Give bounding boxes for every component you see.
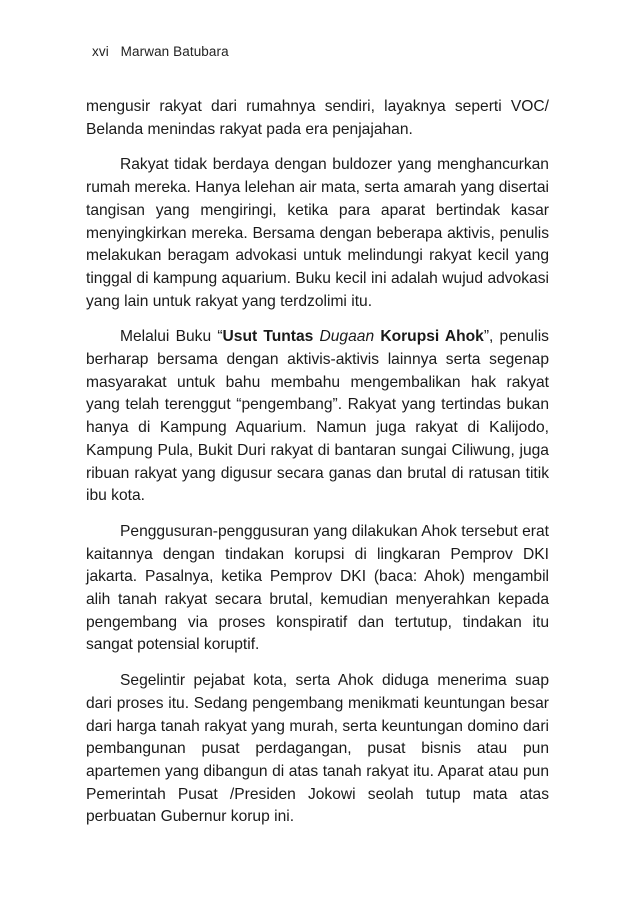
paragraph-3-lead: Melalui Buku “ [120, 328, 223, 346]
paragraph-3 [86, 326, 549, 508]
paragraph-4: Penggusuran-penggusuran yang dilakukan Ahok tersebut erat kaitannya dengan tindakan korupsi di lingkaran Pemprov DKI jakarta. Pasalnya, ketika Pemprov DKI (baca: Ahok) mengambil alih tanah rakyat secara brutal, kemudian menyerahkan kepada pengembang via proses konspiratif dan tertutup, tindakan itu sangat potensial koruptif. [86, 522, 549, 654]
paragraph-3-rest: ”, penulis berharap bersama dengan aktivis-aktivis lainnya serta segenap masyarakat untuk bahu membahu mengembalikan hak rakyat yang telah terenggut “pengembang”. Rakyat yang tertindas bukan hanya di Kampung Aquarium. Namun juga rakyat di Kalijodo, Kampung Pula, Bukit Duri rakyat di bantaran sungai Ciliwung, juga ribuan rakyat yang digusur secara ganas dan brutal di ratusan titik ibu kota. [86, 328, 549, 505]
paragraph-1: mengusir rakyat dari rumahnya sendiri, layaknya seperti VOC/ Belanda menindas rakyat pada era penjajahan. [86, 98, 549, 138]
paragraph-5: Segelintir pejabat kota, serta Ahok diduga menerima suap dari proses itu. Sedang pengembang menikmati keuntungan besar dari harga tanah rakyat yang murah, serta keuntungan domino dari pembangunan pusat perdagangan, pusat bisnis atau pun apartemen yang dibangun di atas tanah rakyat itu. Aparat atau pun Pemerintah Pusat /Presiden Jokowi seolah tutup mata atas perbuatan Gubernur korup ini. [86, 672, 549, 826]
paragraph-2: Rakyat tidak berdaya dengan buldozer yang menghancurkan rumah mereka. Hanya lelehan air mata, serta amarah yang disertai tangisan yang mengiringi, ketika para aparat bertindak kasar menyingkirkan mereka. Bersama dengan beberapa aktivis, penulis melakukan beragam advokasi untuk melindungi rakyat kecil yang tinggal di kampung aquarium. Buku kecil ini adalah wujud advokasi yang lain untuk rakyat yang terdzolimi itu. [86, 156, 549, 310]
book-title-italic: Dugaan [319, 328, 375, 346]
running-title: Marwan Batubara [120, 44, 229, 59]
body-text [86, 96, 549, 842]
book-title-bold-1: Usut Tuntas [222, 328, 314, 346]
running-header [92, 44, 229, 59]
book-title-bold-2: Korupsi Ahok [380, 328, 484, 346]
page-number: xvi [92, 44, 109, 59]
